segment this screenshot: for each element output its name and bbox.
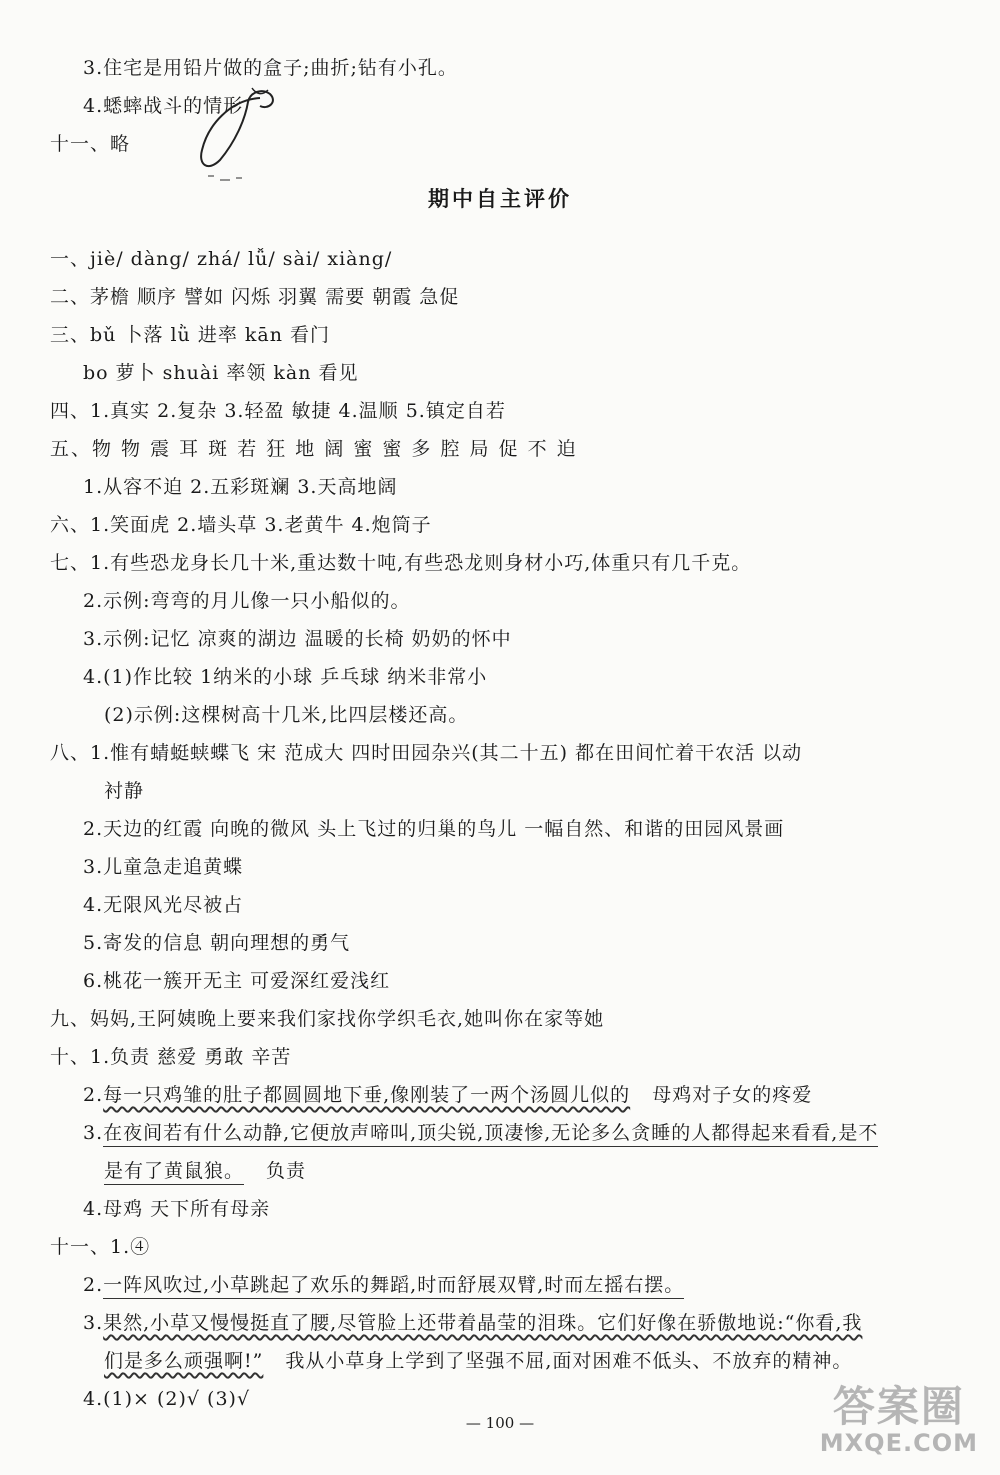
q11-line-3: [83, 1311, 862, 1335]
q8-line-7: 6.桃花一簇开无主 可爱深红爱浅红: [83, 970, 391, 992]
q10-line-4: [104, 1159, 306, 1183]
q7-line-2: 2.示例:弯弯的月儿像一只小船似的。: [83, 590, 411, 612]
q11-2-prefix: 2.: [83, 1274, 104, 1296]
watermark-en: MXQE.COM: [819, 1429, 978, 1457]
q3-line-1: 三、bǔ 卜落 lǜ 进率 kān 看门: [50, 324, 330, 346]
q11-2-underlined: 一阵风吹过,小草跳起了欢乐的舞蹈,时而舒展双臂,时而左摇右摆。: [103, 1274, 684, 1299]
q11-3-underlined: 果然,小草又慢慢挺直了腰,尽管脸上还带着晶莹的泪珠。它们好像在骄傲地说:“你看,我: [103, 1312, 863, 1334]
q7-line-5: (2)示例:这棵树高十几米,比四层楼还高。: [104, 704, 469, 726]
q8-line-3: 2.天边的红霞 向晚的微风 头上飞过的归巢的鸟儿 一幅自然、和谐的田园风景画: [83, 818, 785, 840]
q10-2-rest: 母鸡对子女的疼爱: [652, 1084, 813, 1106]
q10-4-rest: 负责: [266, 1160, 307, 1182]
q8-line-2: 衬静: [104, 780, 145, 802]
q11-line-4: [104, 1349, 852, 1373]
q3-line-2: bo 萝卜 shuài 率领 kàn 看见: [83, 362, 359, 384]
q6-line: 六、1.笑面虎 2.墙头草 3.老黄牛 4.炮筒子: [50, 514, 432, 536]
top-line-1: 3.住宅是用铅片做的盒子;曲折;钻有小孔。: [83, 57, 458, 79]
q9-line: 九、妈妈,王阿姨晚上要来我们家找你学织毛衣,她叫你在家等她: [50, 1008, 605, 1030]
q5-line-2: 1.从容不迫 2.五彩斑斓 3.天高地阔: [83, 476, 398, 498]
q10-3-prefix: 3.: [83, 1122, 104, 1144]
q10-line-3: [83, 1121, 878, 1145]
page-number: — 100 —: [465, 1414, 535, 1432]
q7-line-3: 3.示例:记忆 凉爽的湖边 温暖的长椅 奶奶的怀中: [83, 628, 512, 650]
q10-2-prefix: 2.: [83, 1084, 104, 1106]
q11-4-rest: 我从小草身上学到了坚强不屈,面对困难不低头、不放弃的精神。: [285, 1350, 853, 1372]
q5-line-1: 五、物 物 震 耳 斑 若 狂 地 阔 蜜 蜜 多 腔 局 促 不 迫: [50, 438, 578, 460]
watermark-cn: 答案圈: [832, 1382, 965, 1431]
q11-line-1: 十一、1.④: [50, 1236, 151, 1258]
q8-line-5: 4.无限风光尽被占: [83, 894, 244, 916]
q10-3-underlined: 在夜间若有什么动静,它便放声啼叫,顶尖锐,顶凄惨,无论多么贪睡的人都得起来看看,是不: [103, 1122, 878, 1147]
q7-line-4: 4.(1)作比较 1纳米的小球 乒乓球 纳米非常小: [83, 666, 488, 688]
q7-line-1: 七、1.有些恐龙身长几十米,重达数十吨,有些恐龙则身材小巧,体重只有几千克。: [50, 552, 752, 574]
q2-line: 二、茅檐 顺序 譬如 闪烁 羽翼 需要 朝霞 急促: [50, 286, 460, 308]
top-line-2: 4.蟋蟀战斗的情形: [83, 95, 244, 117]
q11-3-prefix: 3.: [83, 1312, 104, 1334]
q10-line-5: 4.母鸡 天下所有母亲: [83, 1198, 271, 1220]
q8-line-4: 3.儿童急走追黄蝶: [83, 856, 244, 878]
q11-line-5: 4.(1)× (2)√ (3)√: [83, 1388, 251, 1410]
handwritten-scribble: [190, 80, 290, 190]
q8-line-1: 八、1.惟有蜻蜓蛱蝶飞 宋 范成大 四时田园杂兴(其二十五) 都在田间忙着干农活 以动: [50, 742, 803, 764]
q8-line-6: 5.寄发的信息 朝向理想的勇气: [83, 932, 351, 954]
q10-line-2: [83, 1083, 812, 1107]
q10-4-underlined: 是有了黄鼠狼。: [104, 1160, 244, 1185]
q10-line-1: 十、1.负责 慈爱 勇敢 辛苦: [50, 1046, 292, 1068]
q10-2-underlined: 每一只鸡雏的肚子都圆圆地下垂,像刚装了一两个汤圆儿似的: [103, 1084, 631, 1106]
section-title: 期中自主评价: [428, 187, 572, 211]
q1-line: 一、jiè/ dàng/ zhá/ lǚ/ sài/ xiàng/: [50, 248, 393, 270]
q11-line-2: [83, 1273, 684, 1297]
top-line-3: 十一、略: [50, 133, 131, 155]
q11-4-underlined: 们是多么顽强啊!”: [104, 1350, 264, 1372]
watermark-logo: [819, 1382, 978, 1457]
q4-line: 四、1.真实 2.复杂 3.轻盈 敏捷 4.温顺 5.镇定自若: [50, 400, 506, 422]
